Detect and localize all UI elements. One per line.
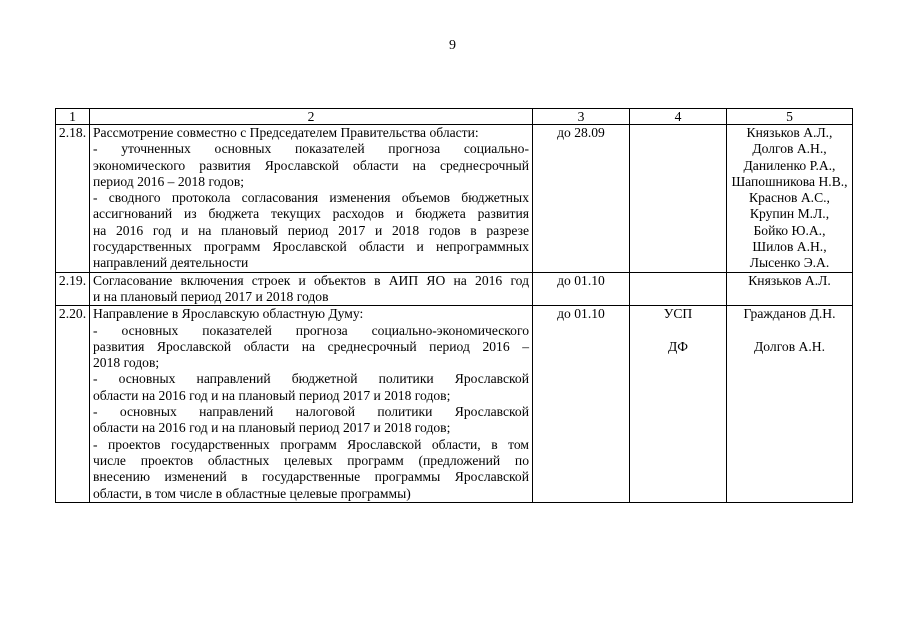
row-responsible	[727, 306, 853, 503]
description-line: - основных показателей прогноза социально-экономического	[93, 322, 529, 338]
row-deadline: до 01.10	[533, 272, 630, 306]
responsible-person: Долгов А.Н.	[754, 338, 825, 354]
column-header: 4	[630, 109, 727, 125]
table-row	[56, 272, 853, 306]
description-line: развития Ярославской области на среднесрочный период 2016 –	[93, 338, 529, 354]
row-number: 2.19.	[56, 272, 90, 306]
row-number: 2.20.	[56, 306, 90, 503]
table-header-row	[56, 109, 853, 125]
table-row	[56, 125, 853, 273]
plan-table	[55, 108, 853, 503]
description-line: области, в том числе в областные целевые программы)	[93, 485, 411, 501]
responsible-person: Гражданов Д.Н.	[743, 306, 836, 322]
responsible-person: Шилов А.Н.,	[752, 239, 827, 255]
row-responsible	[727, 125, 853, 273]
description-line: - проектов государственных программ Ярославской области, в том	[93, 436, 529, 452]
description-line: 2018 годов;	[93, 355, 160, 371]
column-header: 3	[533, 109, 630, 125]
description-line: - уточненных основных показателей прогноза социально-	[93, 141, 529, 157]
description-line: на 2016 год и на плановый период 2017 и 2018 годов в разрезе	[93, 222, 529, 238]
page-number: 9	[449, 38, 456, 53]
row-description	[90, 306, 533, 503]
column-header: 5	[727, 109, 853, 125]
description-line: области на 2016 год и на плановый период 2017 и 2018 годов;	[93, 387, 451, 403]
row-responsible	[727, 272, 853, 306]
description-line: ассигнований из бюджета текущих расходов и бюджета развития	[93, 206, 529, 222]
row-number: 2.18.	[56, 125, 90, 273]
responsible-person: Шапошникова Н.В.,	[731, 173, 848, 189]
responsible-person: Долгов А.Н.,	[752, 141, 827, 157]
responsible-person: Князьков А.Л.,	[746, 125, 833, 140]
description-line: и на плановый период 2017 и 2018 годов	[93, 288, 329, 304]
responsible-person: Крупин М.Л.,	[749, 206, 830, 222]
description-line: числе проектов областных целевых программ (предложений по	[93, 452, 529, 468]
responsible-person: Князьков А.Л.	[748, 272, 831, 288]
responsible-person: Даниленко Р.А.,	[743, 157, 836, 173]
row-department	[630, 272, 727, 306]
responsible-person: Лысенко Э.А.	[749, 255, 830, 271]
description-line: направлений деятельности	[93, 255, 249, 271]
description-line: - сводного протокола согласования изменения объемов бюджетных	[93, 190, 529, 206]
row-deadline: до 28.09	[533, 125, 630, 273]
responsible-person: Краснов А.С.,	[749, 190, 830, 206]
row-deadline: до 01.10	[533, 306, 630, 503]
table-row	[56, 306, 853, 503]
description-line: Согласование включения строек и объектов в АИП ЯО на 2016 год	[93, 272, 529, 288]
department-code: ДФ	[667, 338, 688, 354]
row-description	[90, 272, 533, 306]
row-description	[90, 125, 533, 273]
description-line: области на 2016 год и на плановый период 2017 и 2018 годов;	[93, 420, 451, 436]
row-department	[630, 306, 727, 503]
department-code: УСП	[663, 306, 693, 322]
description-line: - основных направлений бюджетной политики Ярославской	[93, 371, 529, 387]
column-header: 1	[56, 109, 90, 125]
row-department	[630, 125, 727, 273]
description-line: - основных направлений налоговой политики Ярославской	[93, 404, 529, 420]
description-line: Рассмотрение совместно с Председателем Правительства области:	[93, 125, 479, 140]
description-line: экономического развития Ярославской области на среднесрочный	[93, 157, 529, 173]
description-line: государственных программ Ярославской области и непрограммных	[93, 239, 529, 255]
responsible-person: Бойко Ю.А.,	[753, 222, 826, 238]
column-header: 2	[90, 109, 533, 125]
description-line: внесению изменений в государственные программы Ярославской	[93, 469, 529, 485]
description-line: Направление в Ярославскую областную Думу:	[93, 306, 364, 322]
description-line: период 2016 – 2018 годов;	[93, 173, 245, 189]
